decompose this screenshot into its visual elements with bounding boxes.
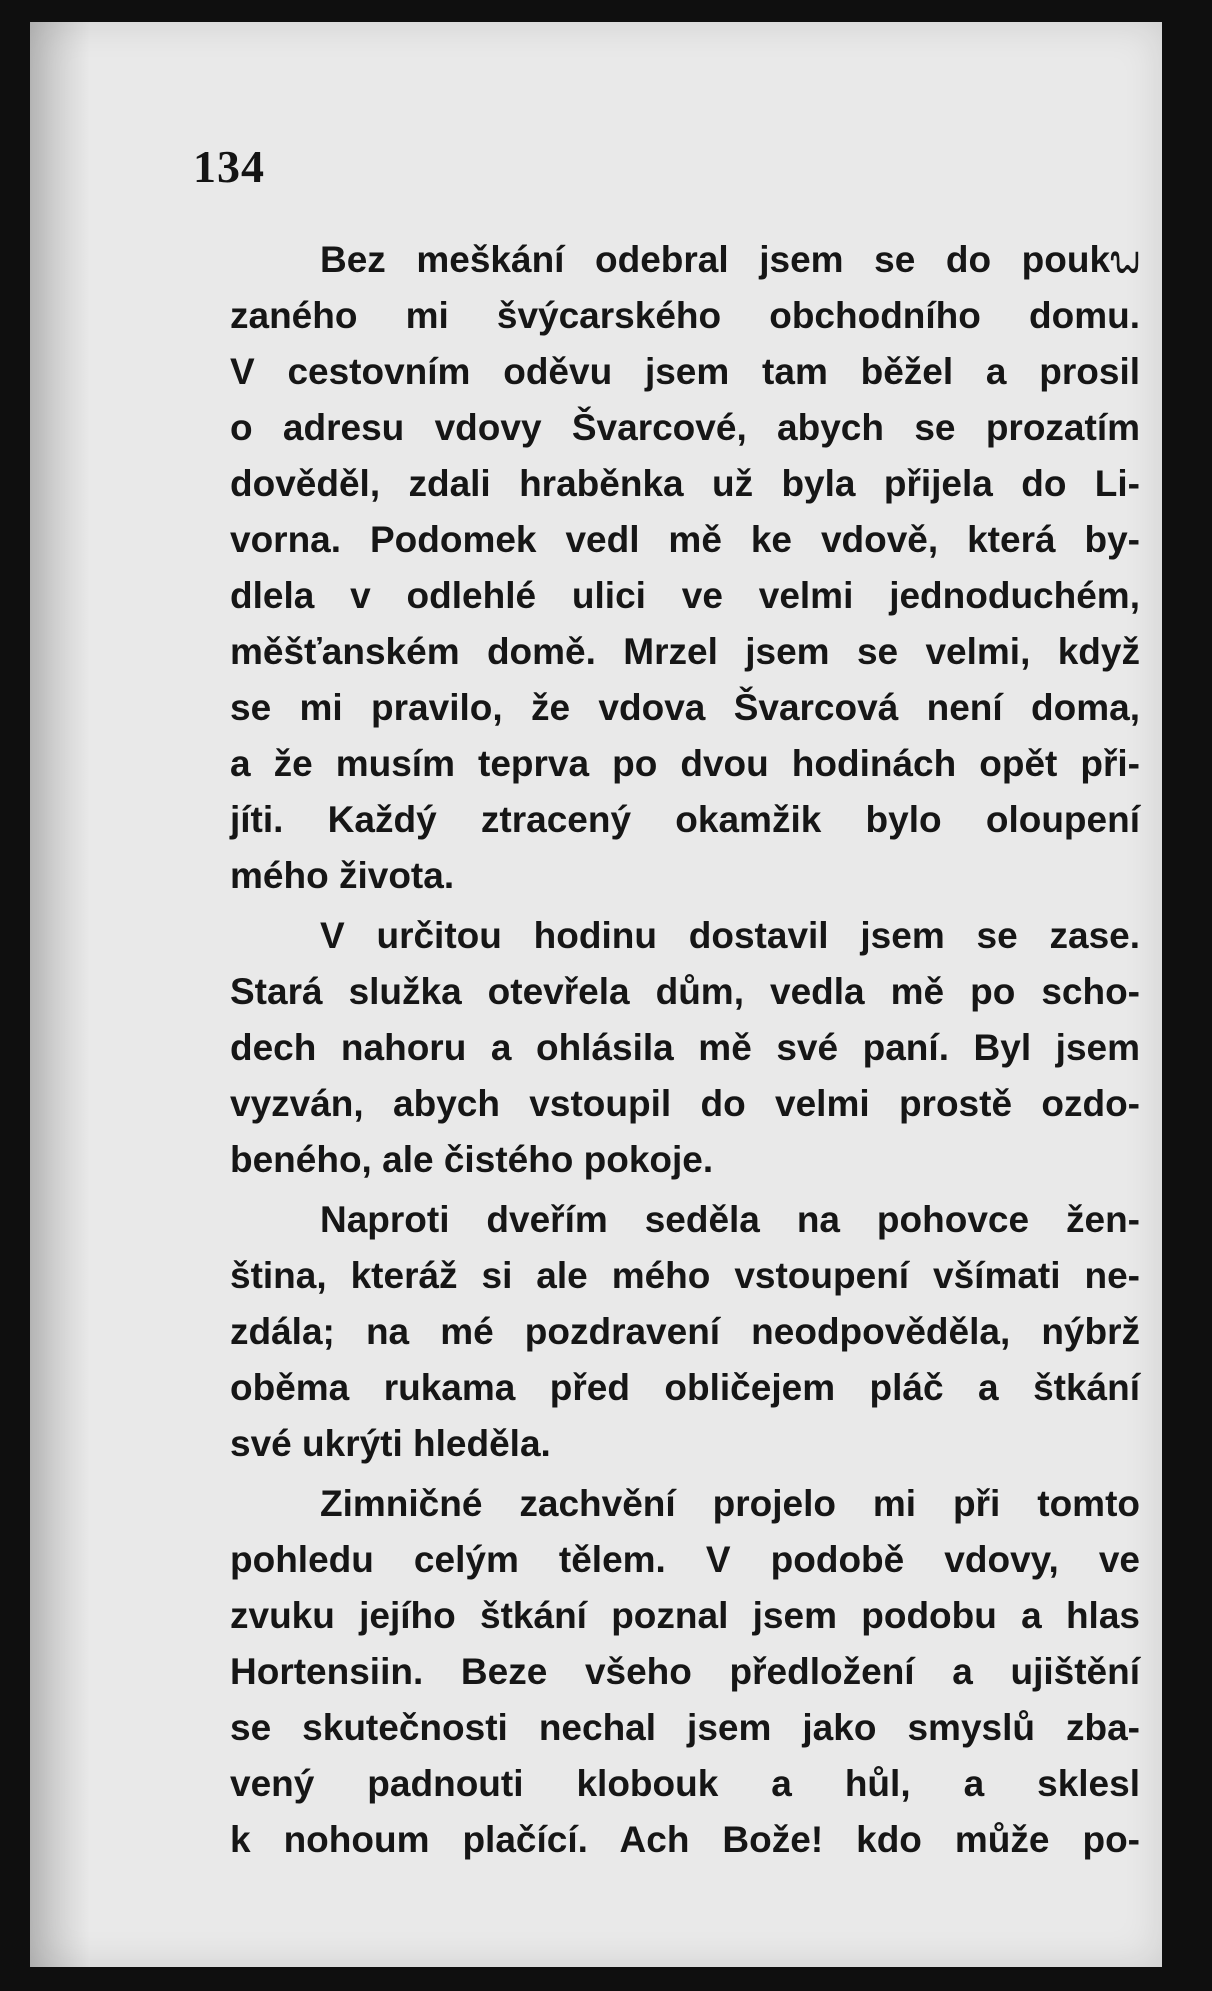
text-line: mého života. xyxy=(230,855,455,896)
text-line: vený padnouti klobouk a hůl, a sklesl xyxy=(230,1763,1140,1804)
text-line: měšťanském domě. Mrzel jsem se velmi, když xyxy=(230,631,1140,672)
text-line: vorna. Podomek vedl mě ke vdově, která by- xyxy=(230,519,1140,560)
text-line: pohledu celým tělem. V podobě vdovy, ve xyxy=(230,1539,1140,1580)
text-line: o adresu vdovy Švarcové, abych se prozatím xyxy=(230,407,1140,448)
text-line: zaného mi švýcarského obchodního domu. xyxy=(230,295,1140,336)
text-line: se mi pravilo, že vdova Švarcová není doma, xyxy=(230,687,1140,728)
paragraph-3 xyxy=(230,1192,1140,1472)
text-line: Stará služka otevřela dům, vedla mě po scho- xyxy=(230,971,1140,1012)
text-line: se skutečnosti nechal jsem jako smyslů zba- xyxy=(230,1707,1140,1748)
paragraph-1 xyxy=(230,232,1140,904)
text-line: beného, ale čistého pokoje. xyxy=(230,1139,714,1180)
text-line: zvuku jejího štkání poznal jsem podobu a hlas xyxy=(230,1595,1140,1636)
text-line: V cestovním oděvu jsem tam běžel a prosil xyxy=(230,351,1140,392)
book-page xyxy=(30,22,1162,1967)
text-line: dlela v odlehlé ulici ve velmi jednoduchém, xyxy=(230,575,1140,616)
body-text xyxy=(230,232,1140,1872)
text-line: zdála; na mé pozdravení neodpověděla, nýbrž xyxy=(230,1311,1140,1352)
text-line: své ukrýti hleděla. xyxy=(230,1423,551,1464)
text-line: oběma rukama před obličejem pláč a štkání xyxy=(230,1367,1140,1408)
text-line: dech nahoru a ohlásila mě své paní. Byl jsem xyxy=(230,1027,1140,1068)
text-line: Naproti dveřím seděla na pohovce žen- xyxy=(320,1199,1140,1240)
text-line: Zimničné zachvění projelo mi při tomto xyxy=(320,1483,1140,1524)
page-number: 134 xyxy=(193,141,265,192)
binding-shadow xyxy=(30,22,90,1967)
text-line: dověděl, zdali hraběnka už byla přijela do Li- xyxy=(230,463,1140,504)
text-line: Hortensiin. Beze všeho předložení a ujištění xyxy=(230,1651,1140,1692)
text-line: Bez meškání odebral jsem se do poukᬠ xyxy=(320,239,1140,280)
text-line: ština, kteráž si ale mého vstoupení všímati ne- xyxy=(230,1255,1140,1296)
paragraph-2 xyxy=(230,908,1140,1188)
text-line: V určitou hodinu dostavil jsem se zase. xyxy=(320,915,1140,956)
paragraph-4 xyxy=(230,1476,1140,1868)
text-line: k nohoum plačící. Ach Bože! kdo může po- xyxy=(230,1819,1140,1860)
text-line: vyzván, abych vstoupil do velmi prostě ozdo- xyxy=(230,1083,1140,1124)
text-line: a že musím teprva po dvou hodinách opět při- xyxy=(230,743,1140,784)
text-line: jíti. Každý ztracený okamžik bylo oloupení xyxy=(230,799,1140,840)
